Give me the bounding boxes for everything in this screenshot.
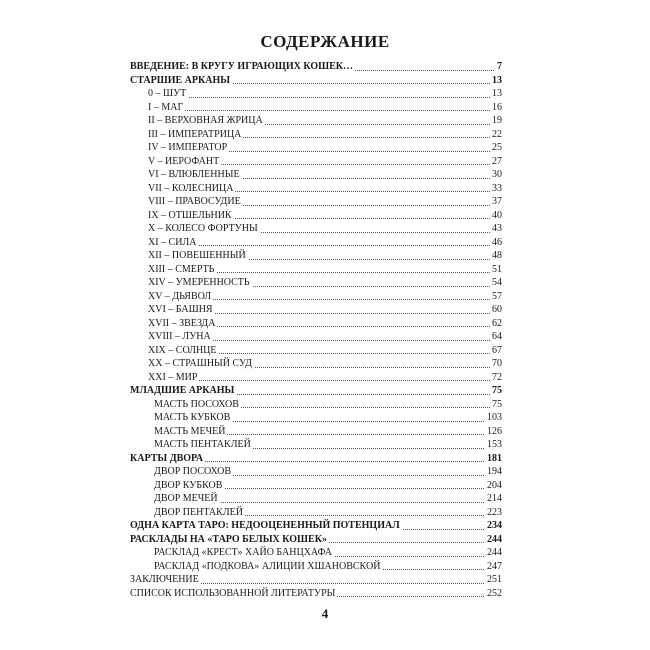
toc-entry bbox=[130, 330, 502, 344]
toc-entry bbox=[130, 533, 502, 547]
toc-entry-title: МАСТЬ МЕЧЕЙ bbox=[154, 425, 226, 437]
toc-entry-title: ДВОР КУБКОВ bbox=[154, 479, 223, 491]
toc-entry-title: КАРТЫ ДВОРА bbox=[130, 452, 204, 464]
toc-entry bbox=[130, 128, 502, 142]
toc-entry-page: 126 bbox=[487, 425, 502, 437]
toc-entry-title: РАСКЛАД «КРЕСТ» ХАЙО БАНЦХАФА bbox=[154, 547, 332, 558]
toc-entry-page: 51 bbox=[492, 263, 502, 275]
toc-entry bbox=[130, 317, 502, 331]
toc-entry-title: XVIII – ЛУНА bbox=[148, 331, 211, 342]
toc-entry-title: X – КОЛЕСО ФОРТУНЫ bbox=[148, 223, 258, 234]
toc-entry bbox=[130, 276, 502, 290]
table-of-contents bbox=[130, 60, 502, 600]
toc-entry-page: 181 bbox=[487, 452, 502, 464]
toc-entry bbox=[130, 357, 502, 371]
toc-entry bbox=[130, 465, 502, 479]
toc-entry-title: ЗАКЛЮЧЕНИЕ bbox=[130, 574, 199, 585]
toc-entry-page: 194 bbox=[487, 466, 502, 477]
toc-entry-page: 22 bbox=[492, 128, 502, 140]
toc-entry-title: ОДНА КАРТА ТАРО: НЕДООЦЕНЕННЫЙ ПОТЕНЦИАЛ bbox=[130, 520, 400, 531]
toc-entry-page: 33 bbox=[492, 182, 502, 194]
toc-entry-title: ВВЕДЕНИЕ: В КРУГУ ИГРАЮЩИХ КОШЕК… bbox=[130, 61, 354, 72]
toc-entry bbox=[130, 411, 502, 425]
toc-entry bbox=[130, 141, 502, 155]
toc-entry-page: 70 bbox=[492, 358, 502, 369]
toc-entry bbox=[130, 87, 502, 101]
toc-entry-title: МАСТЬ ПОСОХОВ bbox=[154, 398, 239, 410]
toc-entry bbox=[130, 114, 502, 128]
toc-entry-page: 27 bbox=[492, 155, 502, 167]
toc-entry-title: МАСТЬ ПЕНТАКЛЕЙ bbox=[154, 439, 251, 450]
toc-entry-page: 251 bbox=[487, 574, 502, 585]
toc-entry bbox=[130, 236, 502, 250]
toc-entry-title: СПИСОК ИСПОЛЬЗОВАННОЙ ЛИТЕРАТУРЫ bbox=[130, 587, 336, 599]
toc-entry-page: 13 bbox=[492, 74, 502, 86]
page-title: СОДЕРЖАНИЕ bbox=[260, 32, 390, 51]
toc-entry-title: V – ИЕРОФАНТ bbox=[148, 155, 220, 167]
toc-entry-page: 72 bbox=[492, 371, 502, 383]
toc-entry-page: 13 bbox=[492, 88, 502, 99]
toc-entry-page: 40 bbox=[492, 209, 502, 221]
dot-leader bbox=[148, 245, 502, 246]
toc-entry-page: 54 bbox=[492, 277, 502, 288]
toc-entry-page: 64 bbox=[492, 331, 502, 342]
toc-entry-page: 247 bbox=[487, 560, 502, 572]
toc-entry bbox=[130, 573, 502, 587]
toc-entry bbox=[130, 425, 502, 439]
toc-entry bbox=[130, 155, 502, 169]
toc-entry bbox=[130, 560, 502, 574]
toc-entry-page: 43 bbox=[492, 223, 502, 234]
toc-entry-title: СТАРШИЕ АРКАНЫ bbox=[130, 74, 231, 86]
toc-entry-title: VI – ВЛЮБЛЕННЫЕ bbox=[148, 169, 240, 180]
toc-entry-title: VII – КОЛЕСНИЦА bbox=[148, 182, 234, 194]
toc-entry bbox=[130, 398, 502, 412]
toc-entry-page: 204 bbox=[487, 479, 502, 491]
toc-entry-page: 48 bbox=[492, 250, 502, 261]
toc-entry bbox=[130, 438, 502, 452]
toc-entry bbox=[130, 546, 502, 560]
toc-entry-title: VIII – ПРАВОСУДИЕ bbox=[148, 196, 241, 207]
toc-entry bbox=[130, 519, 502, 533]
toc-entry-page: 7 bbox=[497, 61, 502, 72]
toc-entry-title: II – ВЕРХОВНАЯ ЖРИЦА bbox=[148, 115, 263, 126]
toc-entry bbox=[130, 384, 502, 398]
toc-entry-title: МАСТЬ КУБКОВ bbox=[154, 412, 231, 423]
toc-entry bbox=[130, 452, 502, 466]
toc-entry-title: XI – СИЛА bbox=[148, 236, 197, 248]
toc-entry-title: МЛАДШИЕ АРКАНЫ bbox=[130, 385, 235, 396]
dot-leader bbox=[148, 110, 502, 111]
toc-entry-page: 252 bbox=[487, 587, 502, 599]
toc-entry bbox=[130, 344, 502, 358]
toc-entry bbox=[130, 492, 502, 506]
toc-entry bbox=[130, 290, 502, 304]
toc-entry-page: 214 bbox=[487, 493, 502, 504]
toc-entry-title: XV – ДЬЯВОЛ bbox=[148, 290, 212, 302]
toc-entry bbox=[130, 74, 502, 88]
toc-entry bbox=[130, 263, 502, 277]
toc-entry bbox=[130, 587, 502, 601]
toc-entry-title: XXI – МИР bbox=[148, 371, 198, 383]
toc-entry-title: 0 – ШУТ bbox=[148, 88, 187, 99]
toc-entry-title: IV – ИМПЕРАТОР bbox=[148, 142, 228, 153]
toc-entry-page: 25 bbox=[492, 142, 502, 153]
toc-entry-title: XIII – СМЕРТЬ bbox=[148, 263, 215, 275]
toc-entry-page: 75 bbox=[492, 385, 502, 396]
toc-entry bbox=[130, 195, 502, 209]
toc-entry-page: 62 bbox=[492, 317, 502, 329]
toc-entry-page: 19 bbox=[492, 115, 502, 126]
dot-leader bbox=[148, 380, 502, 381]
toc-entry-title: ДВОР МЕЧЕЙ bbox=[154, 493, 218, 504]
toc-entry bbox=[130, 209, 502, 223]
toc-entry-title: I – МАГ bbox=[148, 101, 184, 113]
toc-entry-page: 244 bbox=[487, 533, 502, 545]
toc-entry-page: 75 bbox=[492, 398, 502, 410]
toc-entry bbox=[130, 249, 502, 263]
toc-entry bbox=[130, 182, 502, 196]
toc-entry-page: 153 bbox=[487, 439, 502, 450]
toc-entry-title: РАСКЛАДЫ НА «ТАРО БЕЛЫХ КОШЕК» bbox=[130, 533, 327, 545]
toc-entry bbox=[130, 479, 502, 493]
toc-entry bbox=[130, 506, 502, 520]
toc-entry-title: ДВОР ПОСОХОВ bbox=[154, 466, 232, 477]
toc-entry-title: IX – ОТШЕЛЬНИК bbox=[148, 209, 232, 221]
toc-entry-page: 16 bbox=[492, 101, 502, 113]
toc-entry-page: 244 bbox=[487, 547, 502, 558]
toc-entry-title: РАСКЛАД «ПОДКОВА» АЛИЦИИ ХШАНОВСКОЙ bbox=[154, 560, 381, 572]
toc-entry-title: XVII – ЗВЕЗДА bbox=[148, 317, 216, 329]
toc-entry-title: XIV – УМЕРЕННОСТЬ bbox=[148, 277, 250, 288]
toc-entry-page: 67 bbox=[492, 344, 502, 356]
page-number: 4 bbox=[321, 606, 329, 621]
toc-entry bbox=[130, 60, 502, 74]
toc-entry-title: XVI – БАШНЯ bbox=[148, 304, 213, 315]
toc-entry bbox=[130, 168, 502, 182]
toc-entry-page: 46 bbox=[492, 236, 502, 248]
toc-entry-page: 30 bbox=[492, 169, 502, 180]
toc-entry-page: 223 bbox=[487, 506, 502, 518]
toc-entry-title: XII – ПОВЕШЕННЫЙ bbox=[148, 250, 246, 261]
toc-entry-title: III – ИМПЕРАТРИЦА bbox=[148, 128, 242, 140]
toc-entry-title: XX – СТРАШНЫЙ СУД bbox=[148, 358, 252, 369]
toc-entry bbox=[130, 222, 502, 236]
toc-entry-page: 60 bbox=[492, 304, 502, 315]
toc-entry-page: 234 bbox=[487, 520, 502, 531]
toc-entry-page: 37 bbox=[492, 196, 502, 207]
toc-entry bbox=[130, 371, 502, 385]
toc-entry-page: 103 bbox=[487, 412, 502, 423]
toc-entry-page: 57 bbox=[492, 290, 502, 302]
toc-entry bbox=[130, 101, 502, 115]
toc-entry-title: ДВОР ПЕНТАКЛЕЙ bbox=[154, 506, 243, 518]
dot-leader bbox=[148, 97, 502, 98]
toc-entry-title: XIX – СОЛНЦЕ bbox=[148, 344, 217, 356]
toc-entry bbox=[130, 303, 502, 317]
